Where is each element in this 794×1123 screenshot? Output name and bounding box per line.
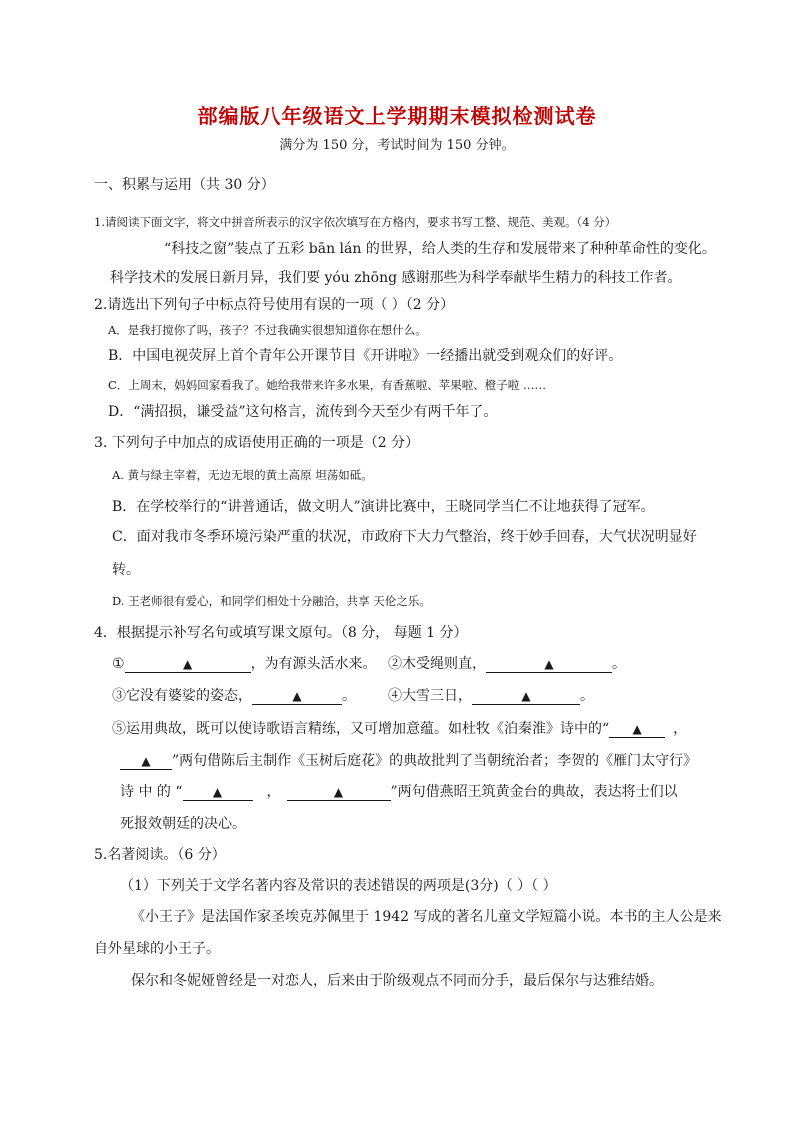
triangle-marker-icon: ▲ (182, 657, 193, 671)
answer-blank-3[interactable] (252, 689, 342, 705)
triangle-marker-icon: ▲ (544, 657, 554, 671)
question-3-option-c-line-1: C．面对我市冬季环境污染严重的状况，市政府下大力气整治，终于妙手回春，大气状况明显好 (112, 529, 697, 545)
question-1-prompt: 1.请阅读下面文字，将文中拼音所表示的汉字依次填写在方格内，要求书写工整、规范、美观。（4 分） (94, 215, 617, 229)
question-5-paragraph-1-line-2: 自外星球的小王子。 (94, 941, 220, 957)
answer-blank-5c[interactable] (183, 785, 253, 801)
triangle-marker-icon: ▲ (212, 785, 223, 799)
question-4-item-5-line-2 (120, 751, 697, 771)
item-1-number: ① (112, 656, 125, 672)
question-5-prompt: 5.名著阅读。（6 分） (94, 847, 226, 863)
question-3-option-d: D. 王老师很有爱心，和同学们相处十分融洽，共享 天伦之乐。 (112, 594, 431, 608)
triangle-marker-icon: ▲ (141, 754, 151, 768)
question-4-item-1 (112, 654, 377, 674)
question-3-option-b: B．在学校举行的“讲普通话，做文明人”演讲比赛中，王晓同学当仁不让地获得了冠军。 (112, 499, 655, 515)
answer-blank-5a[interactable] (609, 722, 665, 738)
item-5-text: ⑤运用典故，既可以使诗歌语言精练，又可增加意蕴。如杜牧《泊秦淮》诗中的“ (112, 721, 610, 737)
triangle-marker-icon: ▲ (333, 785, 344, 799)
item-4-text: ④大雪三日， (388, 688, 472, 704)
item-3-end: 。 (342, 688, 356, 704)
question-4-item-3 (112, 686, 356, 706)
page-subtitle: 满分为 150 分，考试时间为 150 分钟。 (279, 138, 515, 153)
question-2-option-c: C．上周末，妈妈回家看我了。她给我带来许多水果，有香蕉啦、苹果啦、橙子啦 …… (108, 378, 546, 392)
triangle-marker-icon: ▲ (292, 689, 302, 703)
question-3-option-c-line-2: 转。 (112, 562, 140, 578)
question-3-option-a: A. 黄与绿主宰着，无边无垠的黄土高原 坦荡如砥。 (112, 468, 373, 482)
item-5-text-3b: ”两句借燕昭王筑黄金台的典故，表达将士们以 (390, 784, 678, 800)
answer-blank-4[interactable] (472, 689, 580, 705)
answer-blank-5d[interactable] (287, 785, 391, 801)
question-4-item-5-line-4: 死报效朝廷的决心。 (120, 816, 246, 832)
item-5-comma: ， (673, 721, 688, 737)
item-2-text: ②木受绳则直， (388, 656, 486, 672)
question-4-item-5-line-1 (112, 719, 687, 739)
question-4-prompt: 4．根据提示补写名句或填写课文原句。（8 分， 每题 1 分） (94, 625, 468, 641)
answer-blank-5b[interactable] (120, 754, 172, 770)
question-2-option-d: D．“满招损，谦受益”这句格言，流传到今天至少有两千年了。 (108, 404, 498, 420)
item-2-end: 。 (612, 656, 626, 672)
question-2-option-b: B．中国电视荧屏上首个青年公开课节目《开讲啦》一经播出就受到观众们的好评。 (108, 348, 623, 364)
item-5-comma-2: ， (266, 784, 281, 800)
item-1-text: ，为有源头活水来。 (250, 656, 377, 672)
answer-blank-2[interactable] (486, 657, 612, 673)
answer-blank-1[interactable] (125, 657, 251, 673)
question-5-paragraph-2: 保尔和冬妮娅曾经是一对恋人，后来由于阶级观点不同而分手，最后保尔与达雅结婚。 (131, 973, 663, 989)
triangle-marker-icon: ▲ (521, 689, 531, 703)
item-3-text: ③它没有婆娑的姿态， (112, 688, 252, 704)
page-title: 部编版八年级语文上学期期末模拟检测试卷 (197, 104, 597, 128)
question-4-item-2 (388, 654, 626, 674)
item-5-text-3a: 诗 中 的 “ (120, 784, 183, 800)
question-2-option-a: A．是我打搅你了吗，孩子？不过我确实很想知道你在想什么。 (108, 323, 427, 337)
item-5-text-2: ”两句借陈后主制作《玉树后庭花》的典故批判了当朝统治者；李贺的《雁门太守行》 (172, 753, 698, 769)
question-4-item-5-line-3 (120, 782, 678, 802)
section-heading: 一、积累与运用（共 30 分） (94, 177, 275, 193)
triangle-marker-icon: ▲ (632, 722, 642, 736)
question-4-item-4 (388, 686, 594, 706)
question-5-paragraph-1-line-1: 《小王子》是法国作家圣埃克苏佩里于 1942 写成的著名儿童文学短篇小说。本书的主人公是来 (131, 909, 722, 925)
question-2-prompt: 2.请选出下列句子中标点符号使用有误的一项（ ）（2 分） (94, 297, 455, 313)
question-1-line-2: 科学技术的发展日新月异，我们要 yóu zhōng 感谢那些为科学奉献毕生精力的科技工作者。 (110, 270, 682, 286)
question-5-sub-1: （1）下列关于文学名著内容及常识的表述错误的两项是(3分)（ ）（ ） (120, 878, 557, 894)
question-1-line-1: “科技之窗”装点了五彩 bān lán 的世界，给人类的生存和发展带来了种种革命性的变化。 (164, 241, 716, 257)
question-3-prompt: 3. 下列句子中加点的成语使用正确的一项是（2 分） (94, 435, 420, 451)
item-4-end: 。 (580, 688, 594, 704)
